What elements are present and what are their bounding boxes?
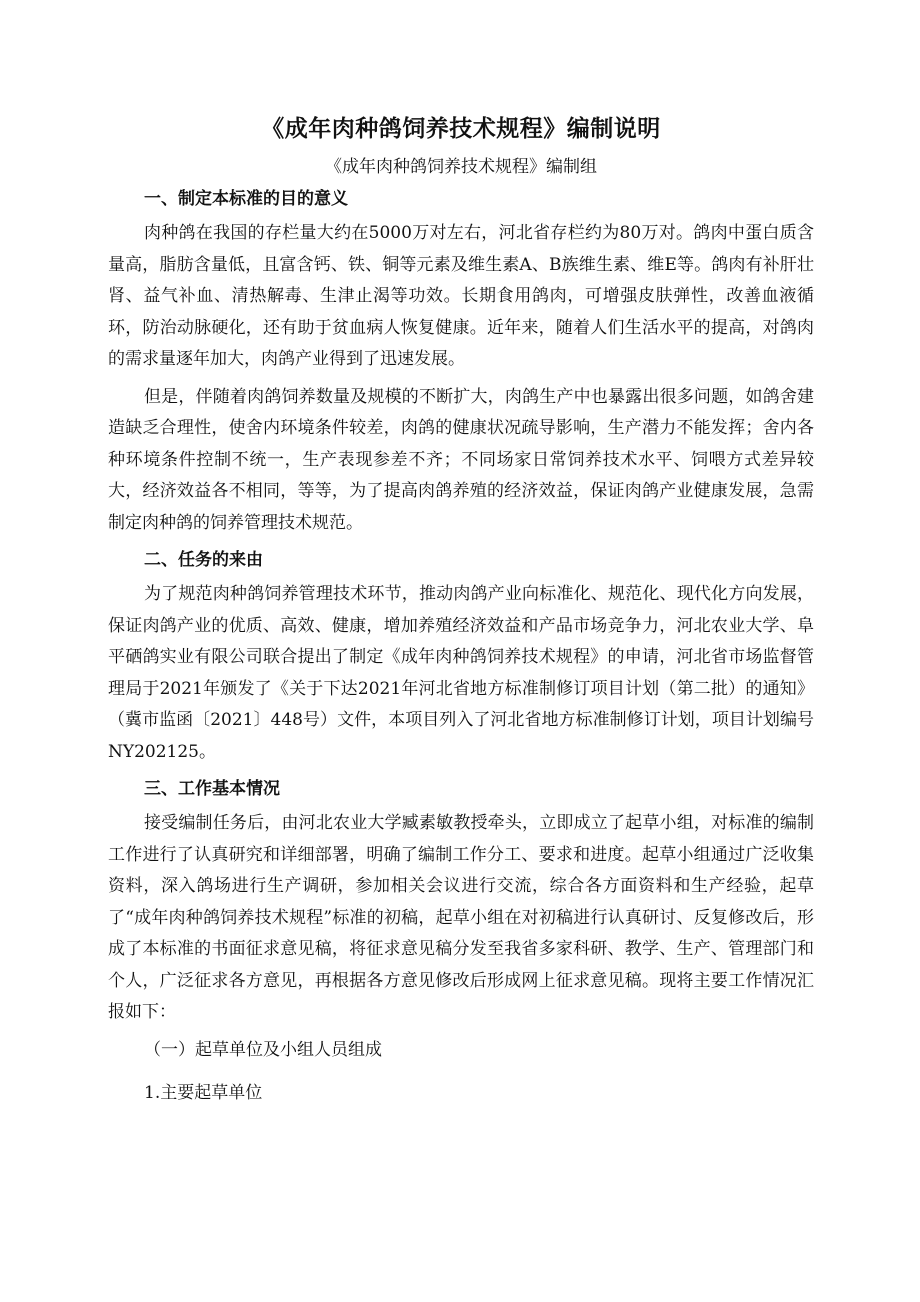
document-subtitle: 《成年肉种鸽饲养技术规程》编制组 (325, 157, 597, 177)
section-heading: 二、任务的来由 (144, 550, 263, 570)
paragraph: 为了规范肉种鸽饲养管理技术环节，推动肉鸽产业向标准化、规范化、现代化方向发展，保证肉鸽产业的优质、高效、健康，增加养殖经济效益和产品市场竞争力，河北农业大学、阜平硒鸽实业有限公司联合提出了制定《成年肉种鸽饲养技术规程》的申请，河北省市场监督管理局于2021年颁发了《关于下达2021年河北省地方标准制修订项目计划（第二批）的通知》（冀市监函〔2021〕448号）文件，本项目列入了河北省地方标准制修订计划，项目计划编号NY202125。 (108, 584, 814, 762)
paragraph: 肉种鸽在我国的存栏量大约在5000万对左右，河北省存栏约为80万对。鸽肉中蛋白质含量高，脂肪含量低，且富含钙、铁、铜等元素及维生素A、B族维生素、维E等。鸽肉有补肝壮肾、益气补血、清热解毒、生津止渴等功效。长期食用鸽肉，可增强皮肤弹性，改善血液循环，防治动脉硬化，还有助于贫血病人恢复健康。近年来，随着人们生活水平的提高，对鸽肉的需求量逐年加大，肉鸽产业得到了迅速发展。 (108, 223, 814, 369)
section-purpose (108, 184, 814, 539)
section-task-origin (108, 545, 814, 768)
section-heading: 三、工作基本情况 (144, 779, 280, 799)
section-work-status (108, 774, 814, 1029)
subsection-heading: （一）起草单位及小组人员组成 (144, 1039, 382, 1060)
section-heading: 一、制定本标准的目的意义 (144, 189, 348, 209)
paragraph: 但是，伴随着肉鸽饲养数量及规模的不断扩大，肉鸽生产中也暴露出很多问题，如鸽舍建造缺乏合理性，使舍内环境条件较差，肉鸽的健康状况疏导影响，生产潜力不能发挥；舍内各种环境条件控制不统一，生产表现参差不齐；不同场家日常饲养技术水平、饲喂方式差异较大，经济效益各不相同，等等，为了提高肉鸽养殖的经济效益，保证肉鸽产业健康发展，急需制定肉种鸽的饲养管理技术规范。 (108, 386, 814, 533)
paragraph: 接受编制任务后，由河北农业大学臧素敏教授牵头，立即成立了起草小组，对标准的编制工作进行了认真研究和详细部署，明确了编制工作分工、要求和进度。起草小组通过广泛收集资料，深入鸽场进行生产调研，参加相关会议进行交流，综合各方面资料和生产经验，起草了“成年肉种鸽饲养技术规程”标准的初稿，起草小组在对初稿进行认真研讨、反复修改后，形成了本标准的书面征求意见稿，将征求意见稿分发至我省多家科研、教学、生产、管理部门和个人，广泛征求各方意见，再根据各方意见修改后形成网上征求意见稿。现将主要工作情况汇报如下： (108, 813, 814, 1022)
list-item: 1.主要起草单位 (144, 1082, 263, 1103)
document-title: 《成年肉种鸽饲养技术规程》编制说明 (261, 116, 661, 142)
document-body (108, 112, 814, 1109)
